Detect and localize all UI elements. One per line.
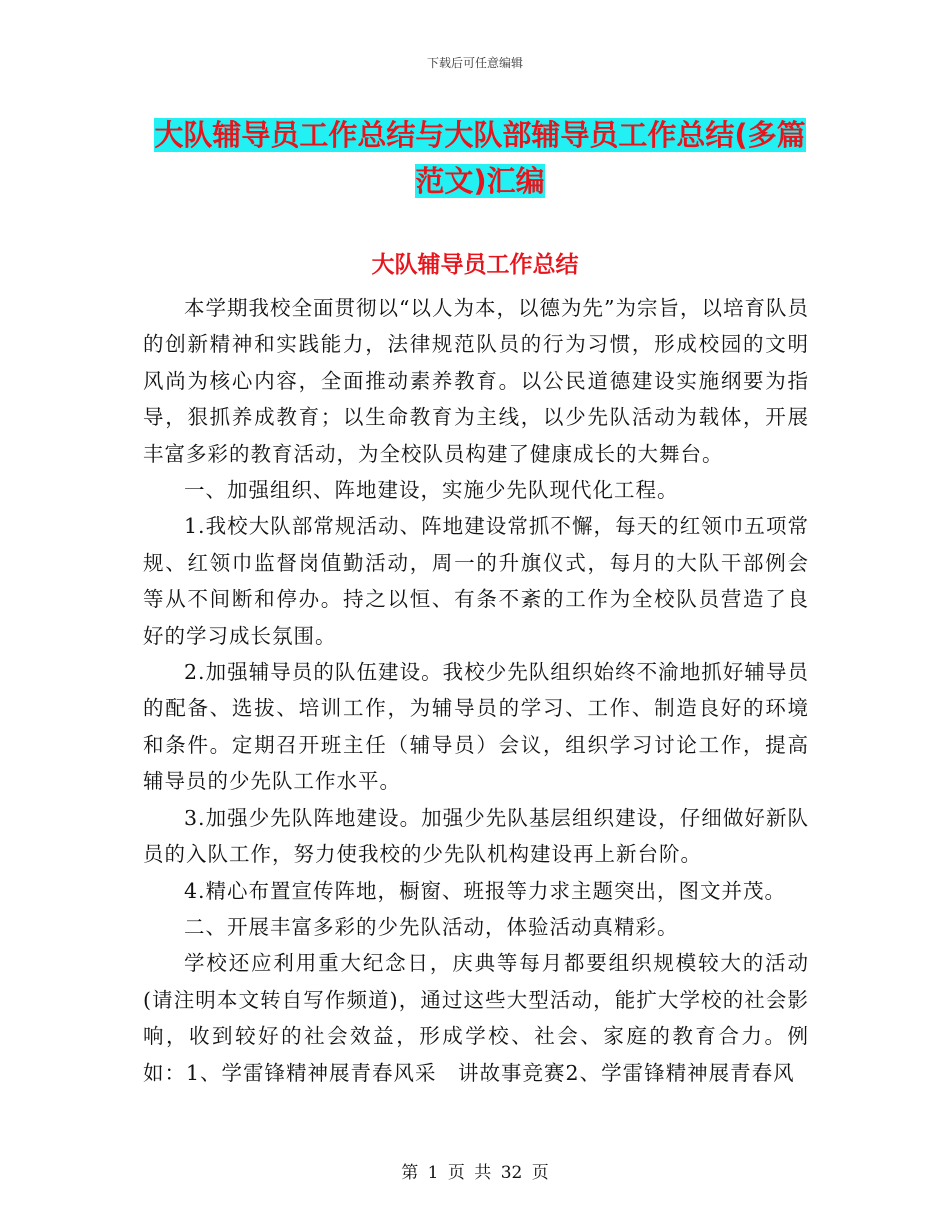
page-number-footer: 第 1 页 共 32 页 xyxy=(401,1163,549,1183)
heading-part-one: 一、加强组织、阵地建设，实施少先队现代化工程。 xyxy=(184,478,679,503)
document-title xyxy=(140,112,820,204)
paragraph-item-2: 2.加强辅导员的队伍建设。我校少先队组织始终不渝地抓好辅导员的配备、选拔、培训工作，为辅导员的学习、工作、制造良好的环境和条件。定期召开班主任（辅导员）会议，组织学习讨论工作，提高辅导员的少先队工作水平。 xyxy=(143,660,809,794)
paragraph-item-3: 3.加强少先队阵地建设。加强少先队基层组织建设，仔细做好新队员的入队工作，努力使我校的少先队机构建设再上新台阶。 xyxy=(143,805,809,867)
heading-part-two: 二、开展丰富多彩的少先队活动，体验活动真精彩。 xyxy=(184,914,679,939)
paragraph-activities: 学校还应利用重大纪念日，庆典等每月都要组织规模较大的活动(请注明本文转自写作频道)，通过这些大型活动，能扩大学校的社会影响，收到较好的社会效益，形成学校、社会、家庭的教育合力。例如：1、学雷锋精神展青春风采 讲故事竞赛2、学雷锋精神展青春风 xyxy=(143,951,809,1085)
paragraph-item-4: 4.精心布置宣传阵地，橱窗、班报等力求主题突出，图文并茂。 xyxy=(184,878,787,903)
document-title-text: 大队辅导员工作总结与大队部辅导员工作总结(多篇范文)汇编 xyxy=(154,118,806,198)
section-title: 大队辅导员工作总结 xyxy=(371,252,579,278)
document-body xyxy=(143,290,809,1091)
paragraph-intro: 本学期我校全面贯彻以“以人为本，以德为先”为宗旨，以培育队员的创新精神和实践能力，法律规范队员的行为习惯，形成校园的文明风尚为核心内容，全面推动素养教育。以公民道德建设实施纲要为指导，狠抓养成教育；以生命教育为主线，以少先队活动为载体，开展丰富多彩的教育活动，为全校队员构建了健康成长的大舞台。 xyxy=(143,296,809,466)
header-note: 下载后可任意编辑 xyxy=(426,56,523,70)
paragraph-item-1: 1.我校大队部常规活动、阵地建设常抓不懈，每天的红领巾五项常规、红领巾监督岗值勤活动，周一的升旗仪式，每月的大队干部例会等从不间断和停办。持之以恒、有条不紊的工作为全校队员营造了良好的学习成长氛围。 xyxy=(143,514,809,648)
